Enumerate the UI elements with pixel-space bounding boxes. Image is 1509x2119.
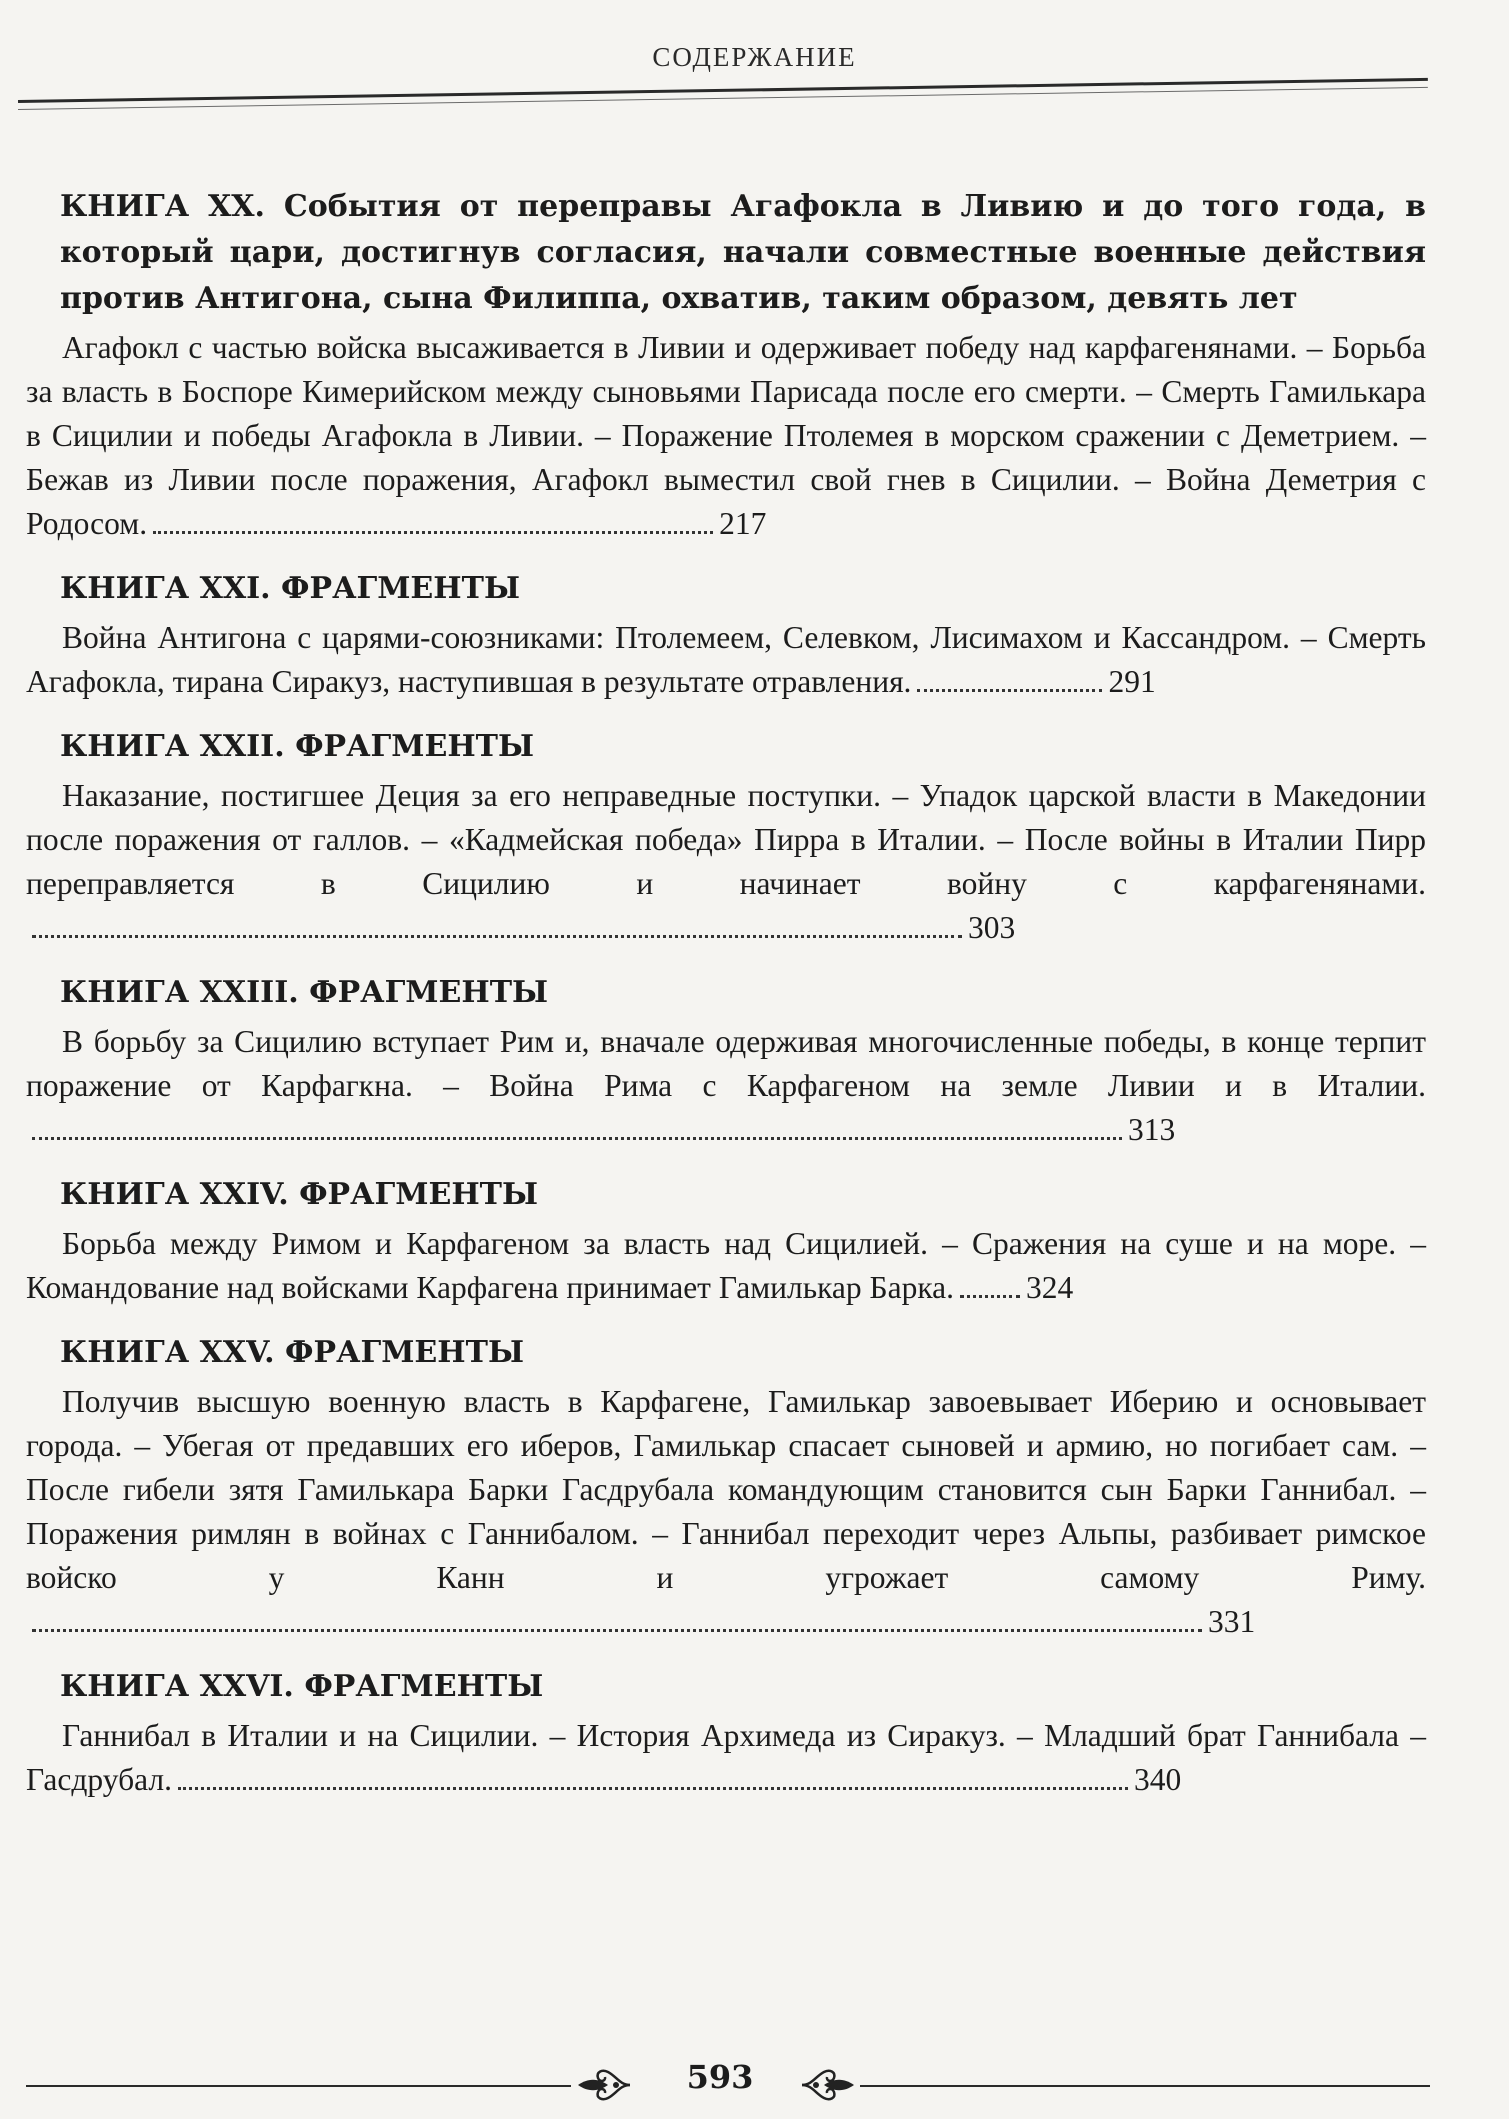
summary-text: Борьба между Римом и Карфагеном за власть над Сицилией. – Сражения на суше и на море. – Командование над войсками Карфагена принимает Гамилькар Барка. <box>26 1226 1426 1305</box>
toc-section-book-21 <box>26 566 1426 704</box>
toc-section-book-26 <box>26 1664 1426 1802</box>
page-ref[interactable]: 324 <box>1026 1270 1074 1305</box>
section-title: КНИГА XXI. ФРАГМЕНТЫ <box>60 571 521 606</box>
section-summary <box>26 774 1426 950</box>
page-ref[interactable]: 303 <box>968 910 1016 945</box>
leader-dots <box>178 1787 1128 1790</box>
summary-text: Война Антигона с царями-союзниками: Птолемеем, Селевком, Лисимахом и Кассандром. – Смерть Агафокла, тирана Сиракуз, наступившая в результате отравления. <box>26 620 1426 699</box>
section-summary <box>26 1222 1426 1310</box>
leader-dots <box>32 1137 1122 1140</box>
section-summary <box>26 1020 1426 1152</box>
toc-section-book-24 <box>26 1172 1426 1310</box>
fleuron-ornament-icon <box>572 2058 632 2112</box>
running-head: СОДЕРЖАНИЕ <box>652 42 857 72</box>
leader-dots <box>917 689 1102 692</box>
leader-dots <box>32 1629 1202 1632</box>
section-title: КНИГА XXVI. ФРАГМЕНТЫ <box>60 1669 544 1704</box>
footer-rule-right <box>860 2085 1430 2087</box>
page-ref[interactable]: 331 <box>1208 1604 1256 1639</box>
summary-text: В борьбу за Сицилию вступает Рим и, вначале одерживая многочисленные победы, в конце терпит поражение от Карфагкна. – Война Рима с Карфагеном на земле Ливии и в Италии. <box>26 1024 1426 1103</box>
leader-dots <box>960 1295 1020 1298</box>
toc-section-book-23 <box>26 970 1426 1152</box>
summary-text: Получив высшую военную власть в Карфагене, Гамилькар завоевывает Иберию и основывает города. – Убегая от предавших его иберов, Гамилькар спасает сыновей и армию, но погибает сам. – После гибели зятя Гамилькара Барки Гасдрубала командующим становится сын Барки Ганнибал. – Поражения римлян в войнах с Ганнибалом. – Ганнибал переходит через Альпы, разбивает римское войско у Канн и угрожает самому Риму. <box>26 1384 1426 1595</box>
page-number: 593 <box>686 2058 754 2096</box>
fleuron-ornament-icon <box>800 2058 860 2112</box>
section-title: КНИГА XXV. ФРАГМЕНТЫ <box>60 1335 525 1370</box>
section-title: КНИГА XX. События от переправы Агафокла в Ливию и до того года, в который цари, достигнув согласия, начали совместные военные действия против Антигона, сына Филиппа, охватив, таким образом, девять лет <box>60 189 1426 316</box>
summary-text: Агафокл с частью войска высаживается в Ливии и одерживает победу над карфагенянами. – Борьба за власть в Боспоре Кимерийском между сыновьями Парисада после его смерти. – Смерть Гамилькара в Сицилии и победы Агафокла в Ливии. – Поражение Птолемея в морском сражении с Деметрием. – Бежав из Ливии после поражения, Агафокл выместил свой гнев в Сицилии. – Война Деметрия с Родосом. <box>26 330 1426 541</box>
section-summary <box>26 1714 1426 1802</box>
section-summary <box>26 326 1426 546</box>
page-ref[interactable]: 217 <box>719 506 767 541</box>
toc-section-book-25 <box>26 1330 1426 1644</box>
section-title: КНИГА XXIII. ФРАГМЕНТЫ <box>60 975 549 1010</box>
summary-text: Наказание, постигшее Деция за его неправедные поступки. – Упадок царской власти в Македонии после поражения от галлов. – «Кадмейская победа» Пирра в Италии. – После войны в Италии Пирр переправляется в Сицилию и начинает войну с карфагенянами. <box>26 778 1426 901</box>
section-title: КНИГА XXIV. ФРАГМЕНТЫ <box>60 1177 539 1212</box>
page-ref[interactable]: 340 <box>1133 1762 1182 1797</box>
footer-rule-left <box>26 2085 571 2087</box>
summary-text: Ганнибал в Италии и на Сицилии. – История Архимеда из Сиракуз. – Младший брат Ганнибала – Гасдрубал. <box>26 1718 1426 1797</box>
leader-dots <box>153 531 713 534</box>
table-of-contents <box>26 184 1426 1822</box>
toc-section-book-20 <box>26 184 1426 546</box>
toc-section-book-22 <box>26 724 1426 950</box>
section-summary <box>26 616 1426 704</box>
page-ref[interactable]: 313 <box>1128 1112 1176 1147</box>
page-ref[interactable]: 291 <box>1108 664 1156 699</box>
section-summary <box>26 1380 1426 1644</box>
leader-dots <box>32 935 962 938</box>
section-title: КНИГА XXII. ФРАГМЕНТЫ <box>60 729 535 764</box>
